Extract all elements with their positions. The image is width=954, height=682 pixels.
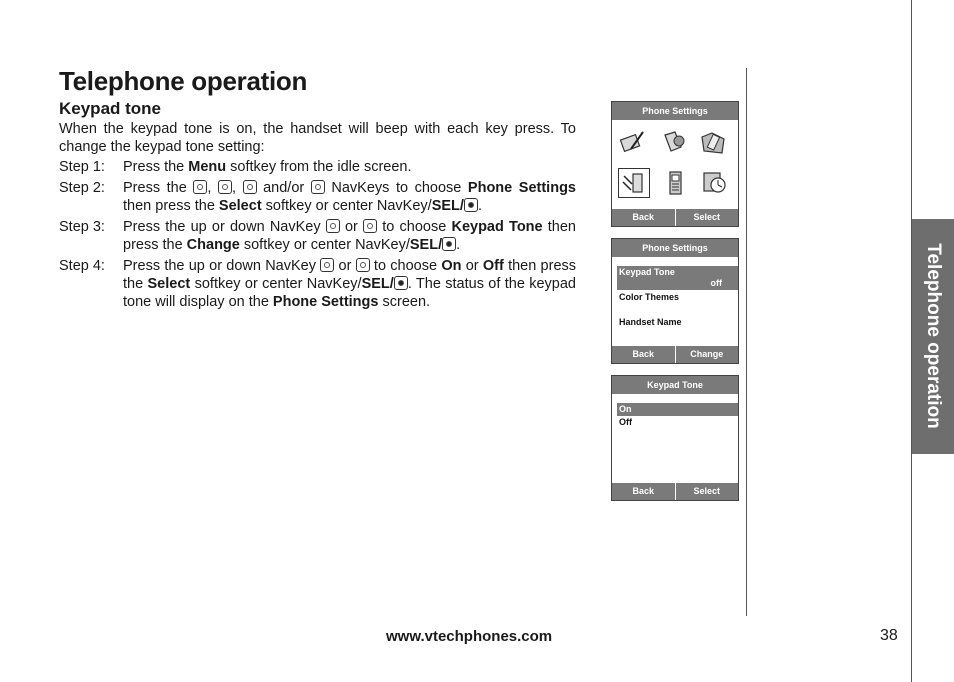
softkey-back[interactable]: Back <box>632 486 654 496</box>
softkey-bar <box>612 346 738 363</box>
phone-screen-settings-icons <box>611 101 739 227</box>
intro-paragraph: When the keypad tone is on, the handset will beep with each key press. To change the keypad tone setting: <box>59 121 576 155</box>
clock-icon <box>702 170 728 196</box>
speaker-handset-icon <box>661 129 687 155</box>
column-divider <box>746 68 747 616</box>
softkey-bar <box>612 483 738 500</box>
menu-item-handset-name[interactable]: Handset Name <box>619 317 682 327</box>
step-text: Press the up or down NavKey or to choose Keypad Tone then press the Change softkey or center NavKey/SEL/ . <box>123 219 576 253</box>
navkey-up-icon <box>320 258 334 272</box>
navkey-left-icon <box>243 180 257 194</box>
navkey-center-icon <box>394 276 408 290</box>
option-on[interactable]: On <box>617 403 738 416</box>
handset-pen-icon <box>619 129 645 155</box>
screen-header: Phone Settings <box>612 102 738 120</box>
menu-item-color-themes[interactable]: Color Themes <box>619 292 680 302</box>
keypad-tone-icon <box>621 170 647 196</box>
phone-screen-keypad-tone <box>611 375 739 501</box>
side-tab <box>912 219 954 454</box>
navkey-up-icon <box>193 180 207 194</box>
softkey-change[interactable]: Change <box>675 346 739 363</box>
step-number: Step 3: <box>59 219 105 235</box>
step-number: Step 2: <box>59 180 105 196</box>
page-title: Telephone operation <box>59 66 308 96</box>
navkey-center-icon <box>464 198 478 212</box>
navkey-down-icon <box>363 219 377 233</box>
keypad-tone-status: off <box>710 278 722 288</box>
softkey-back[interactable]: Back <box>632 349 654 359</box>
step-number: Step 1: <box>59 159 105 175</box>
step-text: Press the Menu softkey from the idle screen. <box>123 159 412 175</box>
step-number: Step 4: <box>59 258 105 274</box>
step-2 <box>59 179 576 215</box>
option-off[interactable]: Off <box>619 417 632 427</box>
step-4 <box>59 257 576 311</box>
softkey-bar <box>612 209 738 226</box>
folder-handset-icon <box>700 129 726 155</box>
softkey-select[interactable]: Select <box>675 209 739 226</box>
navkey-down-icon <box>356 258 370 272</box>
page-number: 38 <box>880 627 898 644</box>
phone-screen-settings-list <box>611 238 739 364</box>
navkey-down-icon <box>218 180 232 194</box>
navkey-right-icon <box>311 180 325 194</box>
step-text: Press the up or down NavKey or to choose On or Off then press the Select softkey or center NavKey/SEL/ . The status of the keypad tone will display on the Phone Settings screen. <box>123 258 577 310</box>
menu-item-keypad-tone[interactable]: Keypad Tone off <box>617 266 738 290</box>
footer-url: www.vtechphones.com <box>386 628 553 645</box>
section-title: Keypad tone <box>59 99 162 118</box>
screen-header: Phone Settings <box>612 239 738 257</box>
softkey-select[interactable]: Select <box>675 483 739 500</box>
step-1 <box>59 158 576 176</box>
step-text: Press the , , and/or NavKeys to choose Phone Settings then press the Select softkey or center NavKey/SEL/ . <box>123 180 576 214</box>
screen-header: Keypad Tone <box>612 376 738 394</box>
navkey-up-icon <box>326 219 340 233</box>
step-3 <box>59 218 576 254</box>
handset-name-icon <box>662 170 688 196</box>
navkey-center-icon <box>442 237 456 251</box>
side-tab-label: Telephone operation <box>923 243 944 429</box>
softkey-back[interactable]: Back <box>632 212 654 222</box>
